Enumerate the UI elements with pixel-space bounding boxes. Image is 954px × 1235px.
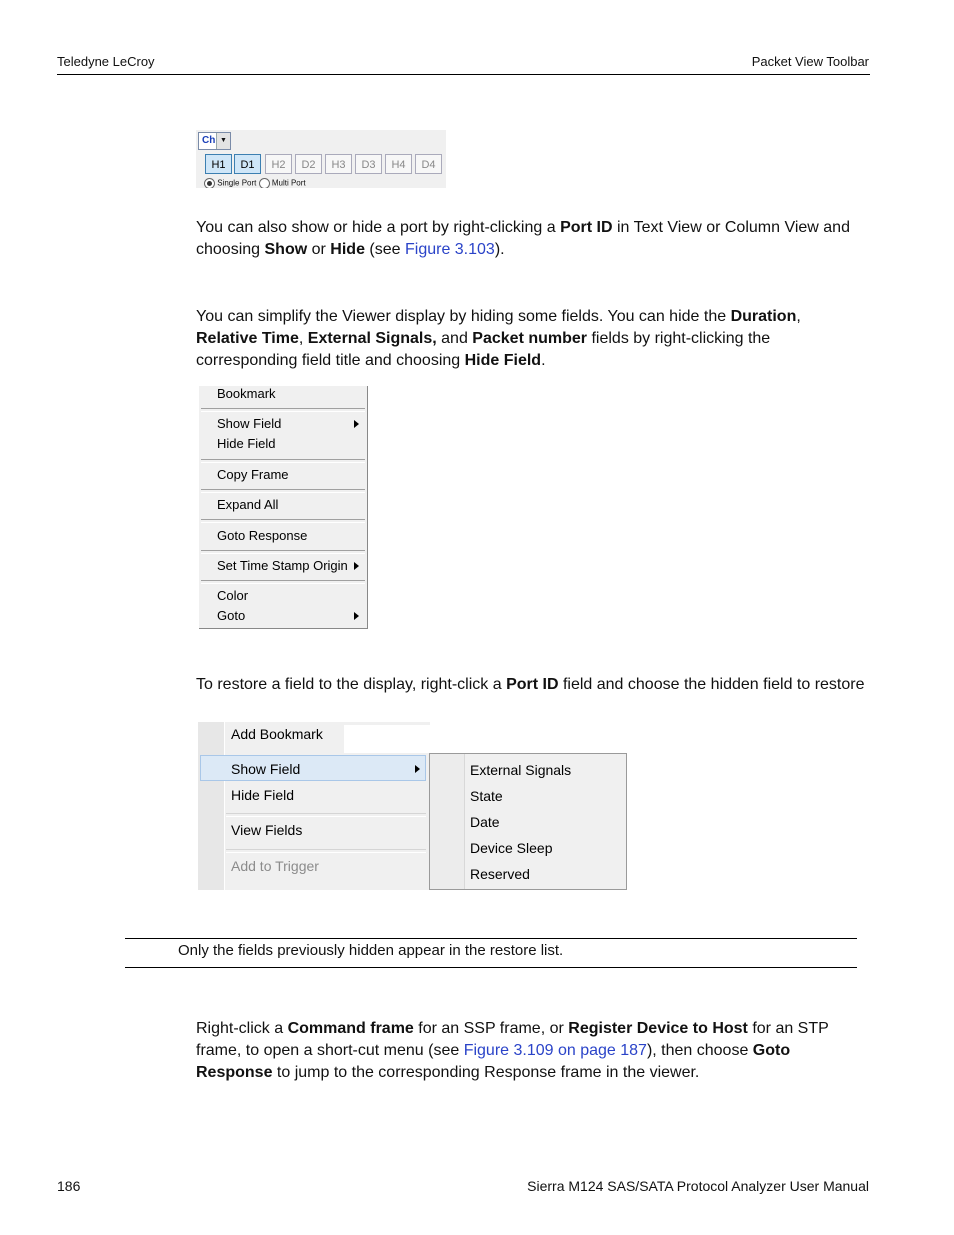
note-text: Only the fields previously hidden appear in the restore list. [178, 942, 564, 959]
port-button-d2[interactable]: D2 [295, 154, 322, 174]
submenu-arrow-icon [354, 420, 359, 428]
figure-link[interactable]: Figure 3.109 on page 187 [463, 1042, 647, 1059]
menu-item-hide-field[interactable]: Hide Field [231, 787, 295, 803]
menu-separator [201, 550, 365, 554]
figure-link[interactable]: Figure 3.103 [404, 241, 495, 258]
submenu-gutter [430, 754, 465, 889]
menu-icon-gutter [198, 722, 225, 890]
submenu-item-device-sleep[interactable]: Device Sleep [470, 840, 553, 856]
menu-item-add-to-trigger: Add to Trigger [231, 858, 319, 874]
page-number: 186 [57, 1178, 81, 1194]
menu-item-add-bookmark[interactable]: Add Bookmark [231, 726, 323, 742]
footer-title: Sierra M124 SAS/SATA Protocol Analyzer User Manual [527, 1178, 869, 1194]
menu-separator [226, 813, 426, 817]
menu-separator [201, 580, 365, 584]
show-field-submenu [429, 753, 627, 890]
menu-item-view-fields[interactable]: View Fields [231, 822, 303, 838]
menu-item-bookmark[interactable]: Bookmark [217, 386, 276, 401]
menu-separator [201, 519, 365, 523]
menu-item-goto[interactable]: Goto [217, 608, 246, 623]
port-button-d4[interactable]: D4 [415, 154, 442, 174]
submenu-arrow-icon [354, 562, 359, 570]
multi-port-radio[interactable] [259, 178, 270, 188]
single-port-radio[interactable] [204, 178, 215, 188]
paragraph-goto-response: Right-click a Command frame for an SSP frame, or Register Device to Host for an STP frame, to open a short-cut menu (see Figure 3.109 on page 187), then choose Goto Response to jump to the corresponding Response frame in the viewer. [196, 1020, 829, 1081]
menu-separator [201, 489, 365, 493]
note-rule-bottom [125, 967, 857, 968]
header-left: Teledyne LeCroy [57, 54, 155, 69]
menu-item-set-time-stamp-origin[interactable]: Set Time Stamp Origin [217, 558, 348, 573]
menu-item-copy-frame[interactable]: Copy Frame [217, 467, 289, 482]
port-mode-radios [204, 178, 306, 188]
submenu-item-external-signals[interactable]: External Signals [470, 762, 572, 778]
multi-port-label: Multi Port [271, 178, 306, 188]
single-port-label: Single Port [217, 178, 257, 188]
paragraph-hide-fields: You can simplify the Viewer display by hiding some fields. You can hide the Duration, Relative Time, External Signals, and Packet number fields by right-clicking the corresponding field title and choosing Hide Field. [196, 308, 801, 369]
field-context-menu [199, 386, 368, 629]
port-button-d3[interactable]: D3 [355, 154, 382, 174]
note-rule-top [125, 938, 857, 939]
port-button-h1[interactable]: H1 [205, 154, 232, 174]
submenu-arrow-icon [415, 765, 420, 773]
menu-item-expand-all[interactable]: Expand All [217, 497, 279, 512]
menu-item-show-field[interactable]: Show Field [217, 416, 282, 431]
channel-dropdown[interactable]: Ch ▼ [198, 132, 231, 150]
submenu-item-state[interactable]: State [470, 788, 503, 804]
port-button-h4[interactable]: H4 [385, 154, 412, 174]
port-id-context-menu [198, 722, 430, 890]
menu-separator [201, 408, 365, 412]
port-toolbar [196, 130, 446, 188]
header-rule [57, 74, 870, 75]
menu-item-color[interactable]: Color [217, 588, 249, 603]
menu-separator [201, 459, 365, 463]
chevron-down-icon: ▼ [216, 133, 230, 149]
menu-overlay-blank [344, 725, 430, 753]
submenu-item-reserved[interactable]: Reserved [470, 866, 530, 882]
header-right: Packet View Toolbar [751, 54, 869, 69]
paragraph-restore-field: To restore a field to the display, right-click a Port ID field and choose the hidden field to restore [196, 676, 865, 693]
menu-item-hide-field[interactable]: Hide Field [217, 436, 276, 451]
menu-item-goto-response[interactable]: Goto Response [217, 528, 308, 543]
submenu-item-date[interactable]: Date [470, 814, 500, 830]
menu-separator [226, 849, 426, 853]
port-button-d1[interactable]: D1 [234, 154, 261, 174]
menu-item-show-field[interactable]: Show Field [231, 761, 301, 777]
port-button-h3[interactable]: H3 [325, 154, 352, 174]
port-button-h2[interactable]: H2 [265, 154, 292, 174]
submenu-arrow-icon [354, 612, 359, 620]
paragraph-show-hide-port: You can also show or hide a port by right-clicking a Port ID in Text View or Column View and choosing Show or Hide (see Figure 3.103). [196, 219, 850, 258]
